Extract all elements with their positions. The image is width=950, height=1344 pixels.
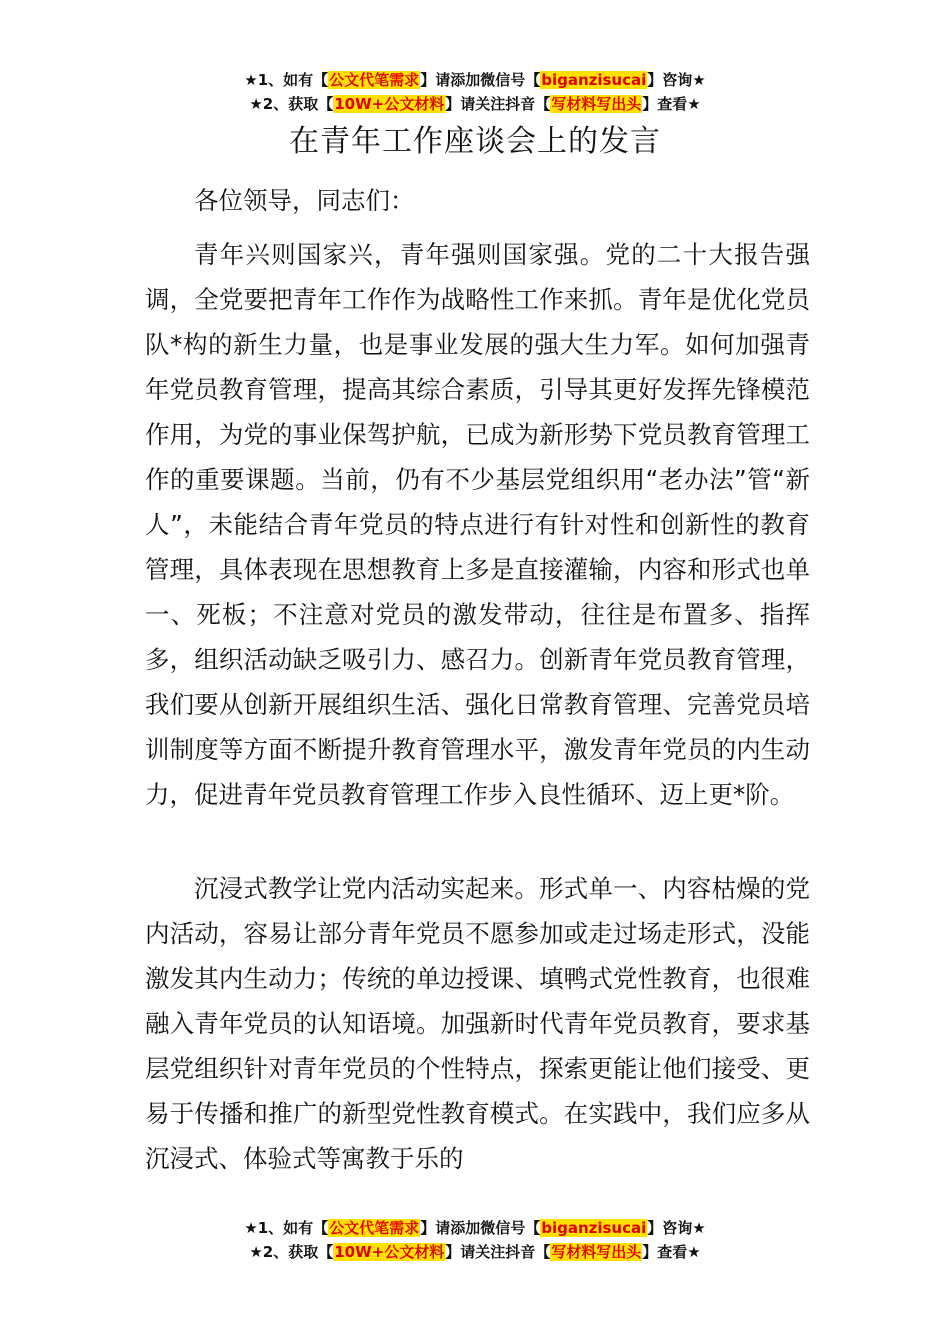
body-paragraph-1-block [145,232,810,817]
banner-text: ★1、如有【 [244,71,329,89]
highlight-wechat-id: biganzisucai [541,1219,647,1237]
highlight-materials: 10W+公文材料 [334,95,445,113]
header-banner [0,68,950,116]
banner-text: 】请关注抖音【 [445,1243,551,1261]
banner-line-2 [0,1240,950,1264]
banner-text: ★1、如有【 [244,1219,329,1237]
banner-line-1 [0,68,950,92]
banner-text: 】请添加微信号【 [420,1219,541,1237]
banner-text: 】请添加微信号【 [420,71,541,89]
highlight-douyin: 写材料写出头 [551,1243,642,1261]
banner-text: ★2、获取【 [249,95,334,113]
body-paragraph-2-block [145,866,810,1181]
banner-text: 】查看★ [642,95,701,113]
banner-text: 】咨询★ [647,71,706,89]
salutation: 各位领导，同志们： [194,186,415,215]
highlight-douyin: 写材料写出头 [551,95,642,113]
banner-line-1 [0,1216,950,1240]
banner-text: 】查看★ [642,1243,701,1261]
highlight-materials: 10W+公文材料 [334,1243,445,1261]
banner-line-2 [0,92,950,116]
body-paragraph: 青年兴则国家兴，青年强则国家强。党的二十大报告强调，全党要把青年工作作为战略性工作来抓。青年是优化党员队*构的新生力量，也是事业发展的强大生力军。如何加强青年党员教育管理，提高其综合素质，引导其更好发挥先锋模范作用，为党的事业保驾护航，已成为新形势下党员教育管理工作的重要课题。当前，仍有不少基层党组织用“老办法”管“新人”，未能结合青年党员的特点进行有针对性和创新性的教育管理，具体表现在思想教育上多是直接灌输，内容和形式也单一、死板；不注意对党员的激发带动，往往是布置多、指挥多，组织活动缺乏吸引力、感召力。创新青年党员教育管理，我们要从创新开展组织生活、强化日常教育管理、完善党员培训制度等方面不断提升教育管理水平，激发青年党员的内生动力，促进青年党员教育管理工作步入良性循环、迈上更*阶。 [145,240,810,809]
body-paragraph: 沉浸式教学让党内活动实起来。形式单一、内容枯燥的党内活动，容易让部分青年党员不愿参加或走过场走形式，没能激发其内生动力；传统的单边授课、填鸭式党性教育，也很难融入青年党员的认知语境。加强新时代青年党员教育，要求基层党组织针对青年党员的个性特点，探索更能让他们接受、更易于传播和推广的新型党性教育模式。在实践中，我们应多从沉浸式、体验式等寓教于乐的 [145,874,810,1173]
banner-text: ★2、获取【 [249,1243,334,1261]
highlight-wechat-id: biganzisucai [541,71,647,89]
highlight-service: 公文代笔需求 [329,71,420,89]
banner-text: 】请关注抖音【 [445,95,551,113]
salutation-block [145,178,810,223]
highlight-service: 公文代笔需求 [329,1219,420,1237]
banner-text: 】咨询★ [647,1219,706,1237]
footer-banner [0,1216,950,1264]
document-title: 在青年工作座谈会上的发言 [289,124,661,159]
